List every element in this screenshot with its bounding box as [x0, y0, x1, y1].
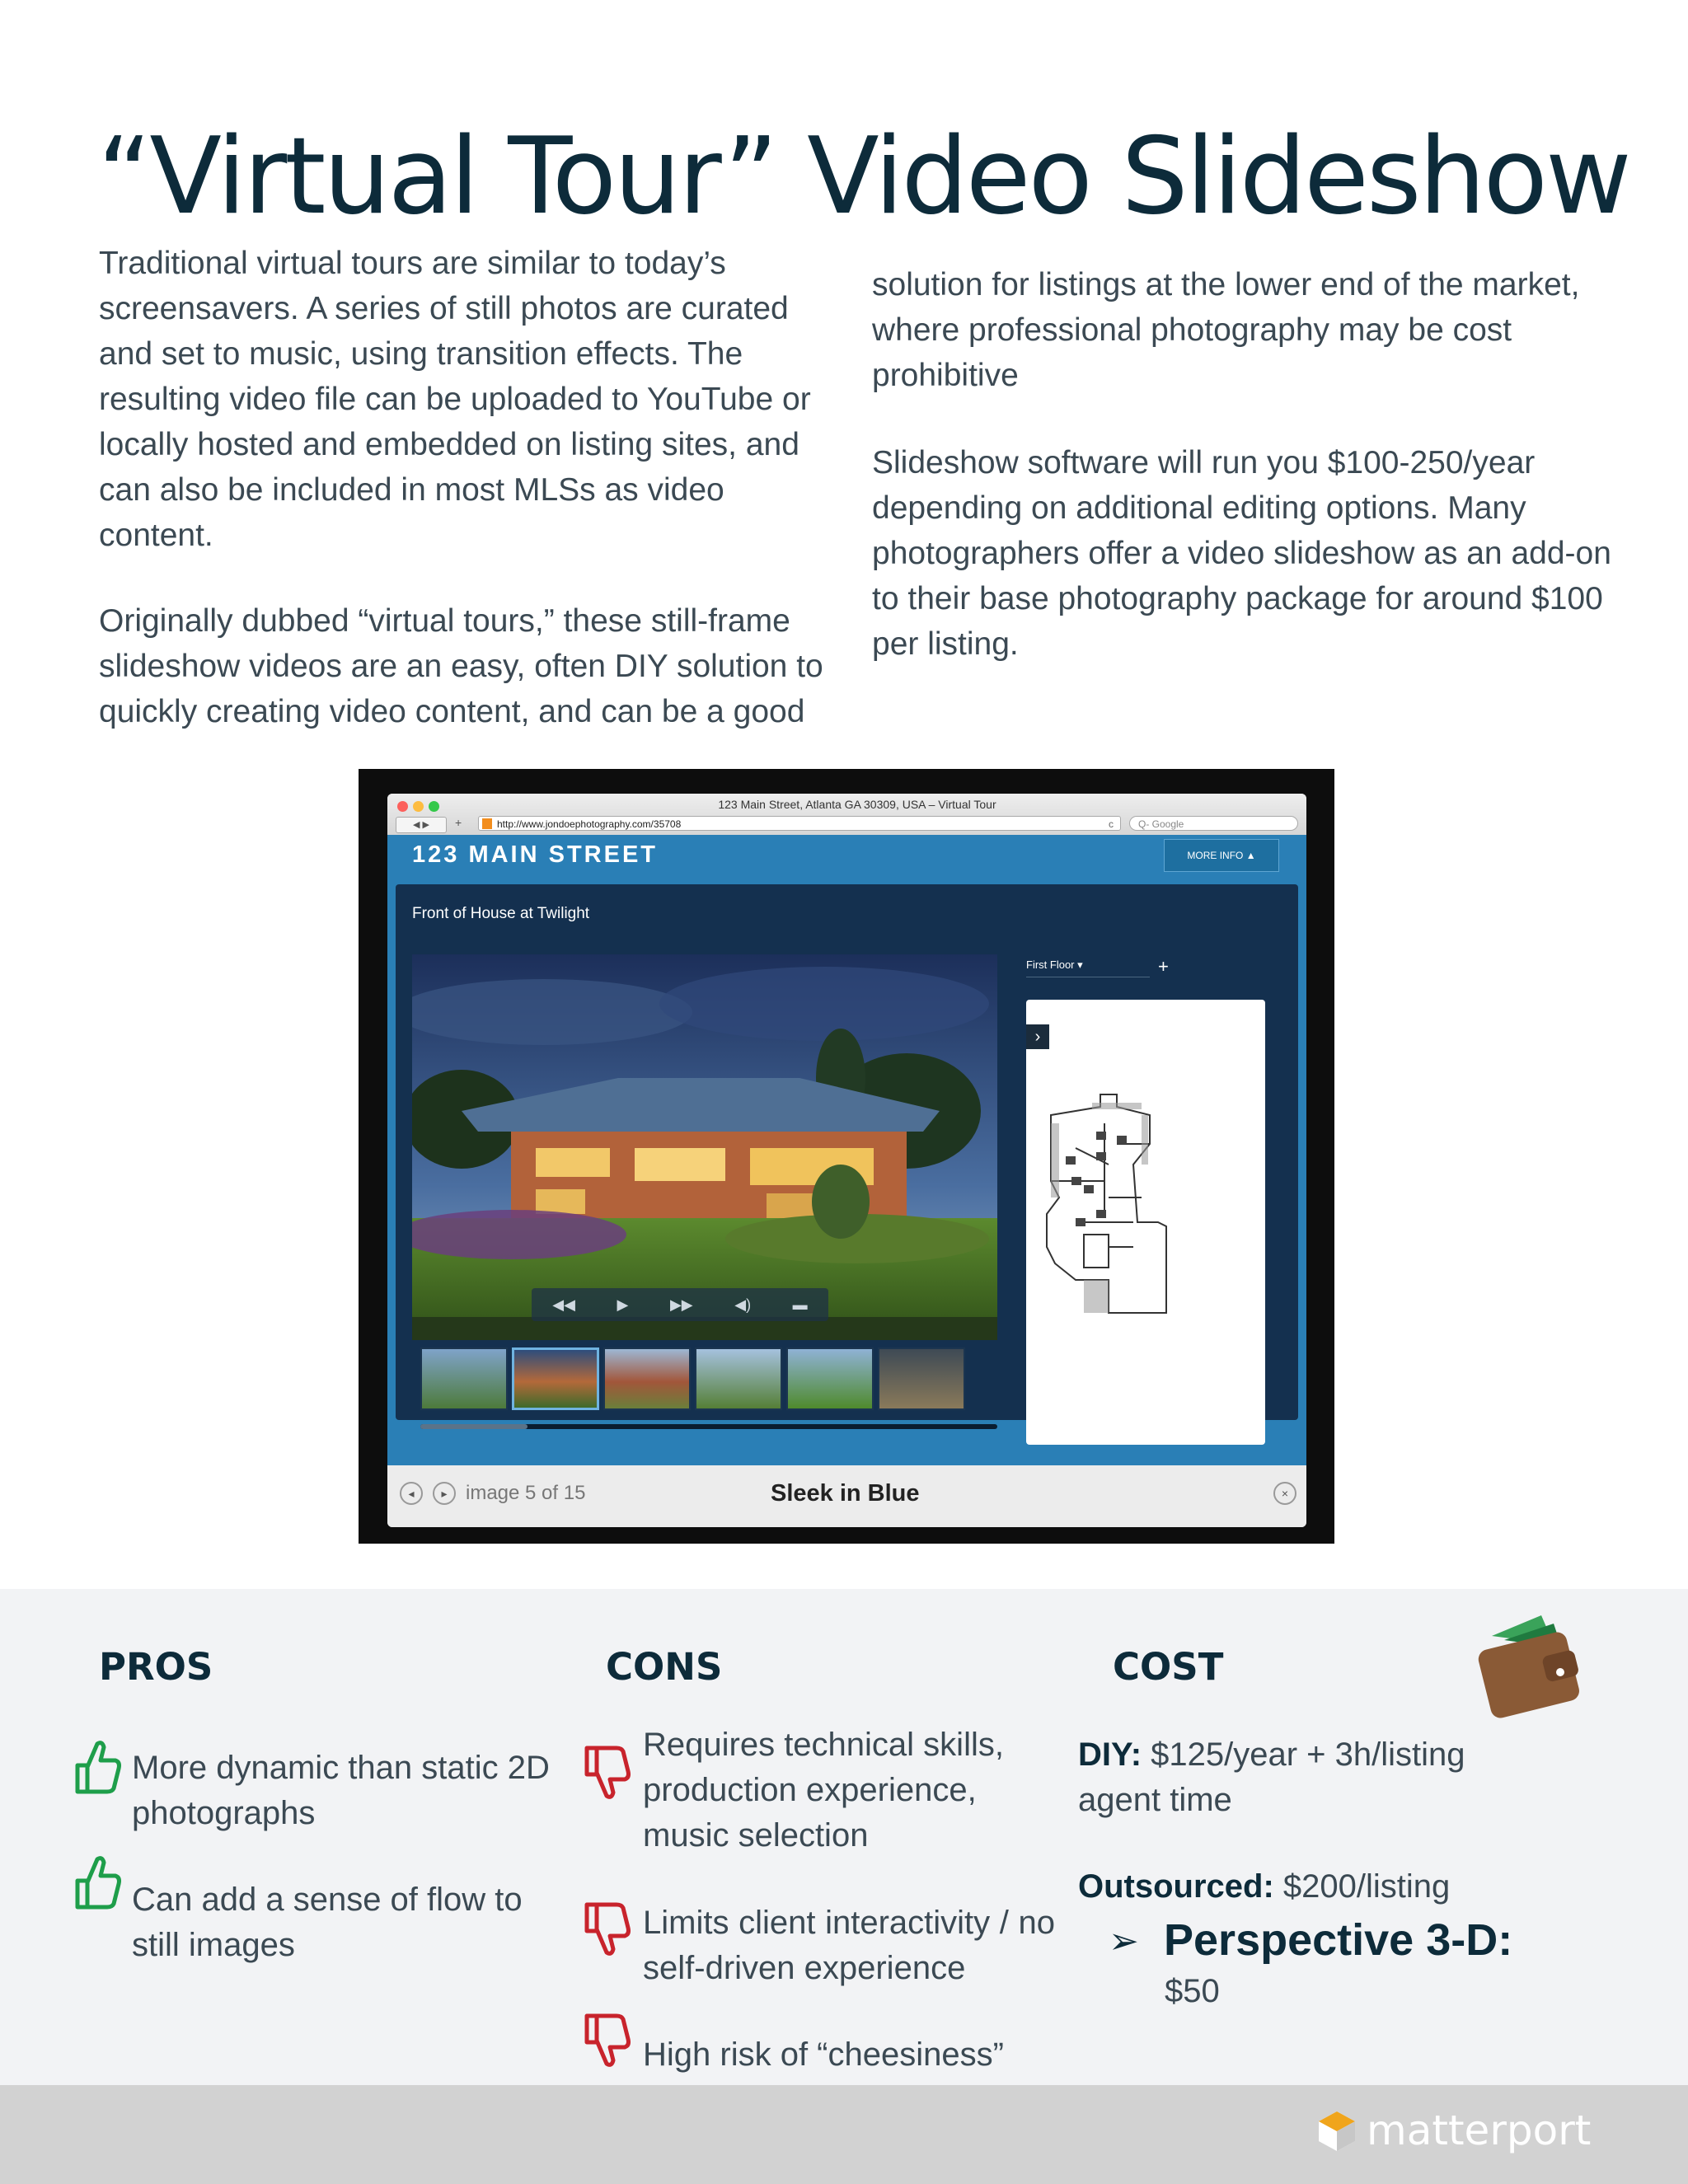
url-text: http://www.jondoephotography.com/35708	[497, 818, 682, 830]
matterport-logo-icon	[1317, 2110, 1357, 2153]
thumbnail[interactable]	[786, 1347, 874, 1410]
thumbs-down-icon	[582, 2011, 633, 2070]
floorplan-card	[1026, 1000, 1265, 1445]
reload-icon[interactable]: c	[1109, 818, 1114, 830]
cons-heading: CONS	[606, 1645, 723, 1689]
floor-select[interactable]: First Floor ▾	[1026, 958, 1150, 977]
window-title: 123 Main Street, Atlanta GA 30309, USA – Virtual Tour	[718, 798, 996, 811]
cost-diy	[1078, 1732, 1507, 1823]
cost-perspective-value: $50	[1165, 1973, 1220, 2009]
origin-paragraph-continued: solution for listings at the lower end of the market, where professional photography may be cost prohibitive	[872, 267, 1580, 393]
pros-item: Can add a sense of flow to still images	[132, 1882, 523, 1963]
matterport-wordmark: matterport	[1367, 2107, 1592, 2154]
house-illustration	[412, 954, 997, 1340]
add-floor-icon[interactable]: +	[1158, 956, 1169, 977]
cons-item: Requires technical skills, production experience, music selection	[643, 1727, 1004, 1854]
wallet-icon	[1475, 1611, 1591, 1718]
cost-outsourced-value: $200/listing	[1282, 1868, 1451, 1905]
floorplan-nav-button[interactable]: ›	[1026, 1024, 1049, 1049]
close-window-icon[interactable]	[397, 801, 408, 812]
scrollbar-thumb[interactable]	[420, 1424, 528, 1429]
thumbnail[interactable]	[603, 1347, 691, 1410]
next-button[interactable]: ▸	[433, 1482, 456, 1505]
slideshow-statusbar	[387, 1465, 1306, 1527]
more-info-button[interactable]: MORE INFO ▲	[1164, 839, 1279, 872]
theme-name: Sleek in Blue	[771, 1480, 920, 1507]
fullscreen-button[interactable]: ▬	[792, 1296, 808, 1313]
url-bar[interactable]	[478, 816, 1121, 831]
browser-window	[387, 794, 1306, 1527]
intro-paragraph: Traditional virtual tours are similar to today’s screensavers. A series of still photos are curated and set to music, using transition effects. The resulting video file can be uploaded to YouTube or locally hosted and embedded on listing sites, and can also be included in most MLSs as video content.	[99, 246, 811, 553]
cost-diy-value: $125/year + 3h/listing agent time	[1078, 1736, 1465, 1818]
cons-item: Limits client interactivity / no self-driven experience	[643, 1905, 1055, 1986]
player-controls	[532, 1288, 828, 1321]
cost-diy-label: DIY:	[1078, 1736, 1142, 1773]
maximize-window-icon[interactable]	[429, 801, 439, 812]
thumbnail-strip	[420, 1347, 997, 1413]
cons-item: High risk of “cheesiness”	[643, 2036, 1004, 2073]
back-forward-buttons[interactable]: ◀ ▶	[396, 817, 447, 833]
play-button[interactable]: ▶	[617, 1296, 629, 1313]
origin-paragraph: Originally dubbed “virtual tours,” these still-frame slideshow videos are an easy, often DIY solution to quickly creating video content, and can be a good	[99, 603, 823, 729]
house-photo	[412, 954, 997, 1340]
floorplan-drawing	[1026, 1000, 1265, 1445]
pros-item: More dynamic than static 2D photographs	[132, 1750, 550, 1831]
arrow-bullet-icon: ➢	[1109, 1921, 1139, 1961]
add-tab-button[interactable]: +	[455, 816, 462, 829]
cost-outsourced-label: Outsourced:	[1078, 1868, 1274, 1905]
pros-heading: PROS	[99, 1645, 213, 1689]
thumbs-up-icon	[73, 1853, 124, 1912]
rewind-button[interactable]: ◀◀	[552, 1296, 575, 1313]
thumbs-down-icon	[582, 1743, 633, 1802]
previous-button[interactable]: ◂	[400, 1482, 423, 1505]
thumbnail[interactable]	[420, 1347, 508, 1410]
browser-titlebar	[387, 794, 1306, 836]
property-name: 123 MAIN STREET	[412, 841, 658, 868]
cost-heading: COST	[1113, 1645, 1224, 1689]
photo-caption: Front of House at Twilight	[412, 905, 590, 922]
image-counter: image 5 of 15	[466, 1482, 586, 1504]
thumbnail[interactable]	[878, 1347, 965, 1410]
minimize-window-icon[interactable]	[413, 801, 424, 812]
page-title: “Virtual Tour” Video Slideshow	[97, 115, 1629, 238]
close-slideshow-button[interactable]: ×	[1273, 1482, 1296, 1505]
cost-outsourced	[1078, 1864, 1540, 1910]
fast-forward-button[interactable]: ▶▶	[669, 1296, 693, 1313]
search-field[interactable]: Q- Google	[1129, 816, 1298, 831]
thumbs-up-icon	[73, 1737, 124, 1797]
thumbnail[interactable]	[695, 1347, 782, 1410]
thumbs-down-icon	[582, 1900, 633, 1959]
volume-button[interactable]: ◀)	[734, 1296, 752, 1313]
pricing-paragraph: Slideshow software will run you $100-250/year depending on additional editing options. Many photographers offer a video slideshow as an add-on to their base photography package for around $100 per listing.	[872, 445, 1611, 662]
cost-perspective-label: Perspective 3-D:	[1164, 1915, 1513, 1965]
thumbnail-selected[interactable]	[512, 1347, 599, 1410]
favicon-icon	[482, 818, 492, 829]
